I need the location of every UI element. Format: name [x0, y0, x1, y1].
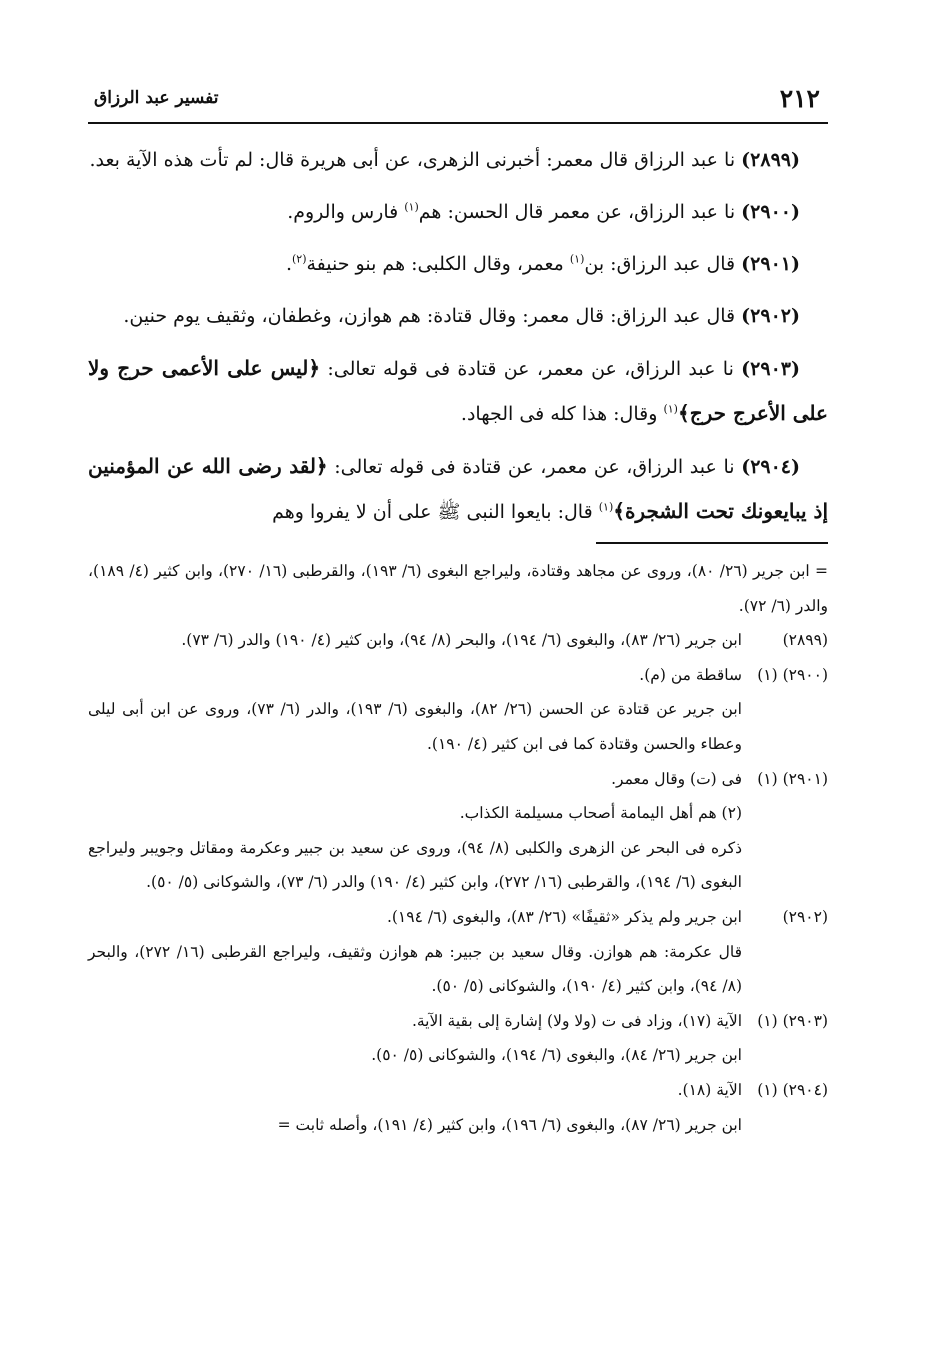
entry-number: (٢٩٠٤)	[741, 456, 801, 478]
footnote-number: (٢٨٩٩)	[782, 631, 828, 650]
footnote-text: (٢) هم أهل اليمامة أصحاب مسيلمة الكذاب.	[459, 804, 742, 823]
footnote-text: ابن جرير عن قتادة عن الحسن (٢٦/ ٨٢)، والبغوى (٦/ ١٩٣)، والدر (٦/ ٧٣)، وروى عن ابن أبى ليلى وعطاء والحسن وقتادة كما فى ابن كثير (٤/ ١٩٠).	[88, 700, 742, 753]
main-text	[88, 138, 828, 534]
footnote-number: (٢٩٠١) (١)	[757, 769, 828, 788]
footnote-marker: (١)	[598, 500, 614, 514]
footnote-text: ابن جرير ولم يذكر «ثقيفًا» (٢٦/ ٨٣)، والبغوى (٦/ ١٩٤).	[386, 907, 742, 926]
footnote-number	[742, 692, 828, 761]
footnote	[88, 1038, 828, 1073]
entry-text: .	[285, 253, 292, 275]
entry-2900	[88, 190, 828, 234]
entry-text: معمر، وقال الكلبى: هم بنو حنيفة	[306, 253, 570, 275]
footnote-text: ابن جرير (٢٦/ ٨٧)، والبغوى (٦/ ١٩٦)، وابن كثير (٤/ ١٩١)، وأصله ثابت =	[277, 1115, 742, 1134]
footnote-marker: (١)	[663, 402, 678, 416]
quran-verse: ﴿ليس على الأعمى حرج ولا على الأعرج حرج﴾	[88, 356, 828, 425]
footnote-marker: (١)	[404, 200, 419, 214]
footnote-text: ذكره فى البحر عن الزهرى والكلبى (٨/ ٩٤)، وروى عن سعيد بن جبير وعكرمة ومقاتل وجويبر وليراجع البغوى (٦/ ١٩٤)، والقرطبى (١٦/ ٢٧٢)، وابن كثير (٤/ ١٩٠) والدر (٦/ ٧٣)، والشوكانى (٥/ ٥٠).	[88, 838, 742, 892]
entry-2901	[88, 242, 828, 286]
footnote-number: (٢٩٠٣) (١)	[757, 1011, 828, 1030]
footnote-number	[742, 796, 828, 831]
footnote	[88, 1004, 828, 1039]
book-title: تفسير عبد الرزاق	[94, 88, 219, 108]
footnote-text: الآية (١٨).	[677, 1080, 742, 1099]
footnote-number	[742, 1108, 828, 1143]
entry-text: قال: بايعوا النبى ﷺ على أن لا يفروا وهم	[272, 501, 599, 523]
footnote	[88, 831, 828, 900]
footnote	[88, 1073, 828, 1108]
footnote-text: قال عكرمة: هم هوازن. وقال سعيد بن جبير: هم هوازن وثقيف، وليراجع القرطبى (١٦/ ٢٧٢)، والبحر (٨/ ٩٤)، وابن كثير (٤/ ١٩٠)، والشوكانى (٥/ ٥٠).	[88, 942, 742, 996]
footnote-separator	[596, 542, 828, 544]
entry-2902	[88, 294, 828, 338]
footnote	[88, 1108, 828, 1143]
footnote	[88, 658, 828, 693]
footnotes	[88, 554, 828, 1142]
book-page	[88, 78, 828, 1318]
footnote	[88, 554, 828, 623]
footnote	[88, 900, 828, 935]
running-head	[88, 78, 828, 124]
footnote-text: = ابن جرير (٢٦/ ٨٠)، وروى عن مجاهد وقتادة، وليراجع البغوى (٦/ ١٩٣)، والقرطبى (١٦/ ٢٧٠)، وابن كثير (٤/ ١٨٩)، والدر (٦/ ٧٢).	[88, 562, 828, 615]
footnote-text: ابن جرير (٢٦/ ٨٤)، والبغوى (٦/ ١٩٤)، والشوكانى (٥/ ٥٠).	[371, 1046, 742, 1065]
footnote-text: ساقطة من (م).	[639, 665, 742, 684]
footnote-number	[742, 1038, 828, 1073]
footnote-number	[742, 831, 828, 900]
footnote	[88, 692, 828, 761]
footnote-number	[742, 935, 828, 1004]
entry-2899	[88, 138, 828, 182]
entry-2903	[88, 346, 828, 436]
entry-number: (٢٩٠١)	[741, 253, 800, 275]
footnote-marker: (٢)	[291, 252, 307, 266]
entry-number: (٢٨٩٩)	[741, 149, 800, 171]
footnote-marker: (١)	[569, 252, 585, 266]
footnote-number: (٢٩٠٠) (١)	[757, 665, 828, 684]
footnote	[88, 623, 828, 658]
entry-text: وقال: هذا كله فى الجهاد.	[460, 403, 664, 425]
entry-number: (٢٩٠٣)	[741, 358, 800, 380]
entry-text: فارس والروم.	[287, 201, 405, 223]
footnote-number: (٢٩٠٤) (١)	[757, 1080, 828, 1099]
footnote	[88, 762, 828, 797]
footnote	[88, 935, 828, 1004]
entry-text: قال عبد الرزاق: بن	[584, 253, 742, 275]
footnote-text: ابن جرير (٢٦/ ٨٣)، والبغوى (٦/ ١٩٤)، والبحر (٨/ ٩٤)، وابن كثير (٤/ ١٩٠) والدر (٦/ ٧٣).	[181, 631, 742, 650]
quran-verse: ﴿لقد رضى الله عن المؤمنين إذ يبايعونك تحت الشجرة﴾	[88, 454, 828, 523]
entry-number: (٢٩٠٠)	[741, 201, 800, 223]
entry-number: (٢٩٠٢)	[741, 305, 800, 327]
entry-text: نا عبد الرزاق، عن معمر قال الحسن: هم	[418, 201, 742, 223]
entry-text: نا عبد الرزاق قال معمر: أخبرنى الزهرى، عن أبى هريرة قال: لم تأت هذه الآية بعد.	[89, 149, 742, 171]
entry-text: نا عبد الرزاق، عن معمر، عن قتادة فى قوله تعالى:	[327, 456, 742, 478]
entry-text: نا عبد الرزاق، عن معمر، عن قتادة فى قوله تعالى:	[320, 358, 742, 380]
footnote-text: الآية (١٧)، وزاد فى ت (ولا ولا) إشارة إلى بقية الآية.	[411, 1011, 742, 1030]
footnote	[88, 796, 828, 831]
footnote-text: فى (ت) وقال معمر.	[611, 769, 742, 788]
entry-text: قال عبد الرزاق: قال معمر: وقال قتادة: هم هوازن، وغطفان، وثقيف يوم حنين.	[123, 305, 742, 327]
footnote-number: (٢٩٠٢)	[782, 907, 828, 926]
page-number: ٢١٢	[779, 84, 820, 113]
entry-2904	[88, 444, 828, 534]
